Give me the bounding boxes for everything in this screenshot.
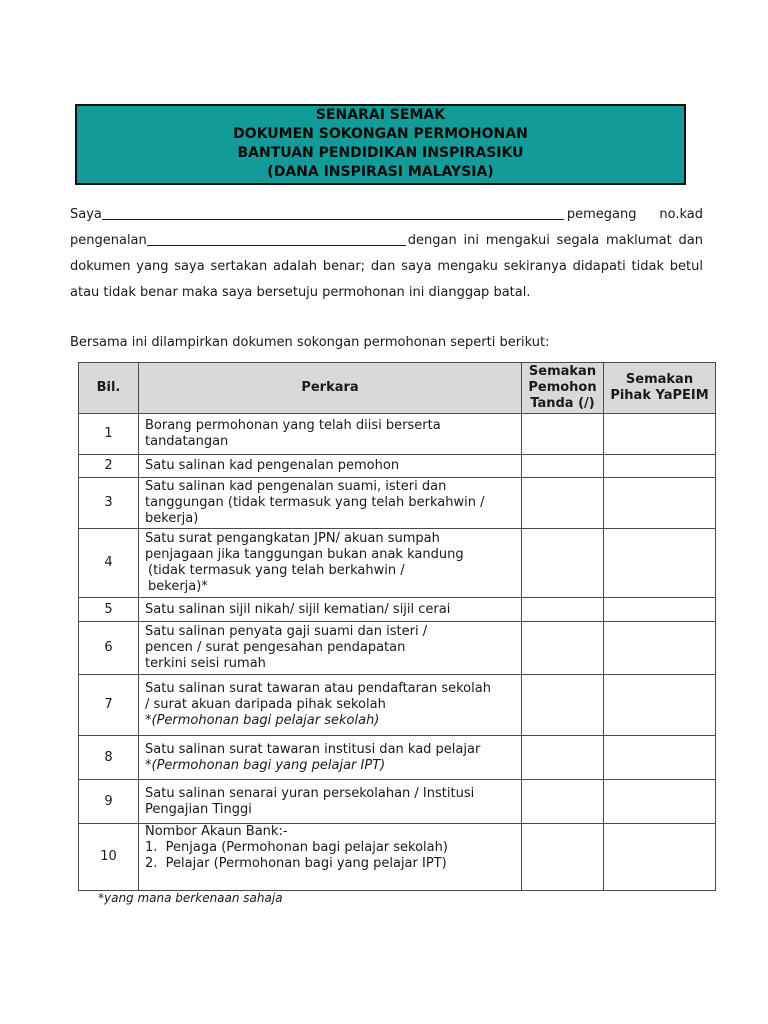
header-semakan-pemohon-line: Semakan [528, 364, 597, 379]
applicant-check-cell [522, 736, 604, 780]
table-row [79, 455, 716, 478]
table-row [79, 736, 716, 780]
item-note: *(Permohonan bagi pelajar sekolah) [145, 713, 380, 728]
header-semakan-pemohon [522, 363, 604, 414]
item-line: Satu salinan senarai yuran persekolahan / Institusi [145, 785, 475, 801]
table-row [79, 529, 716, 598]
yapeim-check-cell [604, 824, 716, 891]
applicant-check-cell [522, 622, 604, 675]
item-line: tanggungan (tidak termasuk yang telah berkahwin / [145, 495, 485, 510]
yapeim-check-cell [604, 736, 716, 780]
applicant-check-cell [522, 598, 604, 622]
item-description [139, 780, 522, 824]
applicant-check-cell [522, 478, 604, 529]
header-semakan-yapeim-line: Semakan [625, 372, 694, 387]
header-semakan-yapeim-line: Pihak YaPEIM [610, 388, 709, 403]
item-line: Satu salinan surat tawaran atau pendaftaran sekolah [145, 681, 491, 696]
declaration-line-3: dokumen yang saya sertakan adalah benar; dan saya mengaku sekiranya didapati tidak betul [70, 259, 703, 274]
item-line: Borang permohonan yang telah diisi berserta [145, 418, 441, 433]
yapeim-check-cell [604, 455, 716, 478]
applicant-check-cell [522, 675, 604, 736]
yapeim-check-cell [604, 598, 716, 622]
header-bil: Bil. [79, 363, 139, 414]
declaration-no-kad-label: no.kad [659, 207, 703, 222]
declaration-paragraph [70, 202, 703, 306]
header-semakan-yapeim [604, 363, 716, 414]
table-row [79, 414, 716, 455]
item-note: *(Permohonan bagi yang pelajar IPT) [145, 757, 386, 773]
header-semakan-pemohon-line: Tanda (/) [530, 396, 595, 411]
yapeim-check-cell [604, 478, 716, 529]
item-line: pencen / surat pengesahan pendapatan [145, 640, 406, 655]
declaration-line-1-tail [564, 202, 703, 228]
declaration-line-1 [70, 202, 703, 228]
yapeim-check-cell [604, 622, 716, 675]
row-number: 3 [79, 478, 139, 529]
yapeim-check-cell [604, 414, 716, 455]
row-number: 4 [79, 529, 139, 598]
item-description [139, 824, 522, 891]
item-description [139, 622, 522, 675]
row-number: 1 [79, 414, 139, 455]
declaration-pengenalan-label: pengenalan [70, 233, 147, 248]
title-line-bantuan-pendidikan: BANTUAN PENDIDIKAN INSPIRASIKU [237, 145, 524, 161]
item-line: penjagaan jika tanggungan bukan anak kandung [145, 547, 464, 562]
item-line: 1. Penjaga (Permohonan bagi pelajar sekolah) [145, 840, 448, 855]
item-line: Pengajian Tinggi [145, 801, 252, 817]
title-line-dokumen-sokongan: DOKUMEN SOKONGAN PERMOHONAN [233, 126, 528, 142]
item-line: bekerja) [145, 511, 199, 526]
item-line: bekerja)* [148, 579, 208, 594]
declaration-saya-label: Saya [70, 207, 102, 222]
item-description [139, 675, 522, 736]
footnote: *yang mana berkenaan sahaja [98, 891, 283, 905]
item-line: terkini seisi rumah [145, 656, 266, 671]
table-row [79, 478, 716, 529]
declaration-line-2-text: dengan ini mengakui segala maklumat dan [407, 233, 703, 248]
table-row [79, 675, 716, 736]
row-number: 8 [79, 736, 139, 780]
attachment-intro: Bersama ini dilampirkan dokumen sokongan permohonan seperti berikut: [70, 335, 550, 350]
item-line: Nombor Akaun Bank:- [145, 824, 288, 839]
yapeim-check-cell [604, 675, 716, 736]
yapeim-check-cell [604, 780, 716, 824]
item-line: (tidak termasuk yang telah berkahwin / [148, 563, 405, 578]
applicant-check-cell [522, 529, 604, 598]
table-row [79, 824, 716, 891]
item-description [139, 529, 522, 598]
item-description [139, 414, 522, 455]
title-line-dana-inspirasi: (DANA INSPIRASI MALAYSIA) [267, 164, 494, 180]
name-blank-line [102, 207, 564, 220]
item-line: Satu salinan sijil nikah/ sijil kematian/ sijil cerai [145, 601, 451, 617]
item-line: tandatangan [145, 434, 229, 449]
item-description [139, 598, 522, 622]
item-line: 2. Pelajar (Permohonan bagi yang pelajar IPT) [145, 856, 447, 871]
applicant-check-cell [522, 780, 604, 824]
applicant-check-cell [522, 455, 604, 478]
item-line: Satu salinan kad pengenalan pemohon [145, 458, 400, 473]
item-line: / surat akuan daripada pihak sekolah [145, 697, 386, 712]
item-line: Satu salinan penyata gaji suami dan isteri / [145, 624, 428, 639]
row-number: 2 [79, 455, 139, 478]
declaration-pemegang-label: pemegang [566, 207, 637, 222]
title-line-senarai-semak: SENARAI SEMAK [315, 107, 446, 123]
row-number: 10 [79, 824, 139, 891]
table-row [79, 780, 716, 824]
checklist-table [78, 362, 716, 891]
item-line: Satu surat pengangkatan JPN/ akuan sumpah [145, 531, 440, 546]
ic-number-blank-line [147, 233, 406, 246]
row-number: 7 [79, 675, 139, 736]
declaration-line-2 [70, 228, 703, 254]
row-number: 9 [79, 780, 139, 824]
row-number: 6 [79, 622, 139, 675]
yapeim-check-cell [604, 529, 716, 598]
item-line: Satu salinan surat tawaran institusi dan kad pelajar [145, 741, 481, 757]
table-header-row [79, 363, 716, 414]
applicant-check-cell [522, 414, 604, 455]
item-line: Satu salinan kad pengenalan suami, isteri dan [145, 479, 447, 494]
table-row [79, 622, 716, 675]
applicant-check-cell [522, 824, 604, 891]
header-semakan-pemohon-line: Pemohon [528, 380, 597, 395]
declaration-line-4: atau tidak benar maka saya bersetuju permohonan ini dianggap batal. [70, 285, 531, 300]
row-number: 5 [79, 598, 139, 622]
item-description [139, 478, 522, 529]
item-description [139, 455, 522, 478]
title-box [75, 104, 686, 185]
item-description [139, 736, 522, 780]
table-row [79, 598, 716, 622]
header-perkara: Perkara [139, 363, 522, 414]
